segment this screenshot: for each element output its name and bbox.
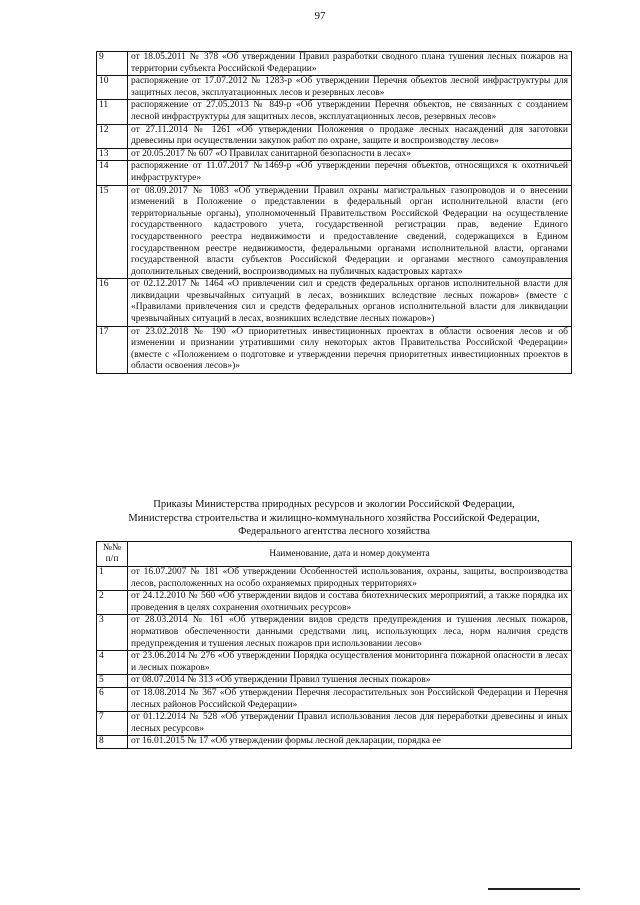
- row-number: 6: [97, 687, 128, 711]
- row-number: 5: [97, 675, 128, 688]
- document-entry: распоряжение от 27.05.2013 № 849-р «Об утверждении Перечня объектов, не связанных с созданием лесной инфраструктуры для защитных лесов, эксплуатационных лесов, резервных лесов»: [128, 100, 572, 124]
- document-entry: от 16.07.2007 № 181 «Об утверждении Особенностей использования, охраны, защиты, воспроизводства лесов, расположенных на особо охраняемых природных территориях»: [128, 567, 572, 591]
- document-entry: от 16.01.2015 № 17 «Об утверждении формы лесной декларации, порядка ее: [128, 736, 572, 749]
- row-number: 14: [97, 161, 128, 185]
- document-entry: от 20.05.2017 № 607 «О Правилах санитарной безопасности в лесах»: [128, 148, 572, 161]
- document-entry: от 23.02.2018 № 190 «О приоритетных инвестиционных проектах в области освоения лесов и об изменении и признании утратившими силу некоторых актов Правительства Российской Федерации» (вместе с «Положением о подготовке и утверждении перечня приоритетных инвестиционных проектов в области освоения лесов»)»: [128, 326, 572, 373]
- row-number: 7: [97, 712, 128, 736]
- document-entry: от 28.03.2014 № 161 «Об утверждении видов средств предупреждения и тушения лесных пожаров, нормативов обеспеченности данными средствами лиц, использующих леса, норм наличия средств предупреждения и тушения лесных пожаров при использовании лесов»: [128, 615, 572, 651]
- table-header-row: [97, 542, 572, 567]
- table-row: [97, 185, 572, 279]
- table-row: [97, 651, 572, 675]
- row-number: 10: [97, 76, 128, 100]
- row-number: 12: [97, 124, 128, 148]
- number-column-header: [97, 542, 128, 567]
- signature-line: [488, 888, 580, 890]
- row-number: 1: [97, 567, 128, 591]
- row-number: 13: [97, 148, 128, 161]
- table-row: [97, 52, 572, 76]
- legal-acts-table-1: [96, 51, 572, 374]
- section-heading: [96, 498, 572, 539]
- row-number: 15: [97, 185, 128, 279]
- section-heading-line: Министерства строительства и жилищно-коммунального хозяйства Российской Федерации,: [128, 512, 540, 524]
- table-row: [97, 567, 572, 591]
- row-number: 2: [97, 591, 128, 615]
- table-row: [97, 326, 572, 373]
- row-number: 17: [97, 326, 128, 373]
- document-entry: распоряжение от 11.07.2017 №1469-р «Об утверждении перечня объектов, относящихся к охотничьей инфраструктуре»: [128, 161, 572, 185]
- table-row: [97, 615, 572, 651]
- table-row: [97, 148, 572, 161]
- row-number: 11: [97, 100, 128, 124]
- page-number: 97: [314, 10, 326, 22]
- document-entry: распоряжение от 17.07.2012 № 1283-р «Об утверждении Перечня объектов лесной инфраструктуры для защитных лесов, эксплуатационных лесов и резервных лесов»: [128, 76, 572, 100]
- section-heading-line: Федерального агентства лесного хозяйства: [238, 526, 430, 537]
- table-row: [97, 279, 572, 326]
- table-row: [97, 100, 572, 124]
- table-row: [97, 76, 572, 100]
- table-row: [97, 736, 572, 749]
- row-number: 4: [97, 651, 128, 675]
- table-row: [97, 161, 572, 185]
- document-entry: от 18.08.2014 № 367 «Об утверждении Перечня лесорастительных зон Российской Федерации и Перечня лесных районов Российской Федерации»: [128, 687, 572, 711]
- document-entry: от 18.05.2011 № 378 «Об утверждении Правил разработки сводного плана тушения лесных пожаров на территории субъекта Российской Федерации»: [128, 52, 572, 76]
- document-entry: от 08.07.2014 № 313 «Об утверждении Правил тушения лесных пожаров»: [128, 675, 572, 688]
- document-entry: от 24.12.2010 № 560 «Об утверждении видов и состава биотехнических мероприятий, а также порядка их проведения в целях сохранения охотничьих ресурсов»: [128, 591, 572, 615]
- document-entry: от 27.11.2014 № 1261 «Об утверждении Положения о продаже лесных насаждений для заготовки древесины при осуществлении закупок работ по охране, защите и воспроизводству лесов»: [128, 124, 572, 148]
- section-heading-line: Приказы Министерства природных ресурсов и экологии Российской Федерации,: [153, 499, 515, 510]
- table-row: [97, 712, 572, 736]
- document-entry: от 02.12.2017 № 1464 «О привлечении сил и средств федеральных органов исполнительной власти для ликвидации чрезвычайных ситуаций в лесах, возникших вследствие лесных пожаров» (вместе с «Правилами привлечения сил и средств федеральных органов исполнительной власти для ликвидации чрезвычайных ситуаций в лесах, возникших вследствие лесных пожаров»): [128, 279, 572, 326]
- table-row: [97, 687, 572, 711]
- legal-acts-table-2: [96, 541, 572, 749]
- row-number: 8: [97, 736, 128, 749]
- row-number: 3: [97, 615, 128, 651]
- table-row: [97, 124, 572, 148]
- row-number: 16: [97, 279, 128, 326]
- header-num-line: №№: [102, 543, 122, 553]
- document-entry: от 01.12.2014 № 528 «Об утверждении Правил использования лесов для переработки древесины и иных лесных ресурсов»: [128, 712, 572, 736]
- title-column-header: Наименование, дата и номер документа: [128, 542, 572, 567]
- row-number: 9: [97, 52, 128, 76]
- document-entry: от 23.06.2014 № 276 «Об утверждении Порядка осуществления мониторинга пожарной опасности в лесах и лесных пожаров»: [128, 651, 572, 675]
- table-row: [97, 675, 572, 688]
- table-row: [97, 591, 572, 615]
- document-entry: от 08.09.2017 № 1083 «Об утверждении Правил охраны магистральных газопроводов и о внесении изменений в Положение о представлении в федеральный орган исполнительной власти (его территориальные органы), уполномоченный Правительством Российской Федерации на осуществление государственного кадастрового учета, государственной регистрации прав, ведение Единого государственного реестра недвижимости и предоставление сведений, содержащихся в Едином государственном реестре недвижимости, федеральными органами исполнительной власти, органами государственной власти субъектов Российской Федерации и органами местного самоуправления дополнительных сведений, воспроизводимых на публичных кадастровых картах»: [128, 185, 572, 279]
- header-num-line: п/п: [105, 554, 119, 564]
